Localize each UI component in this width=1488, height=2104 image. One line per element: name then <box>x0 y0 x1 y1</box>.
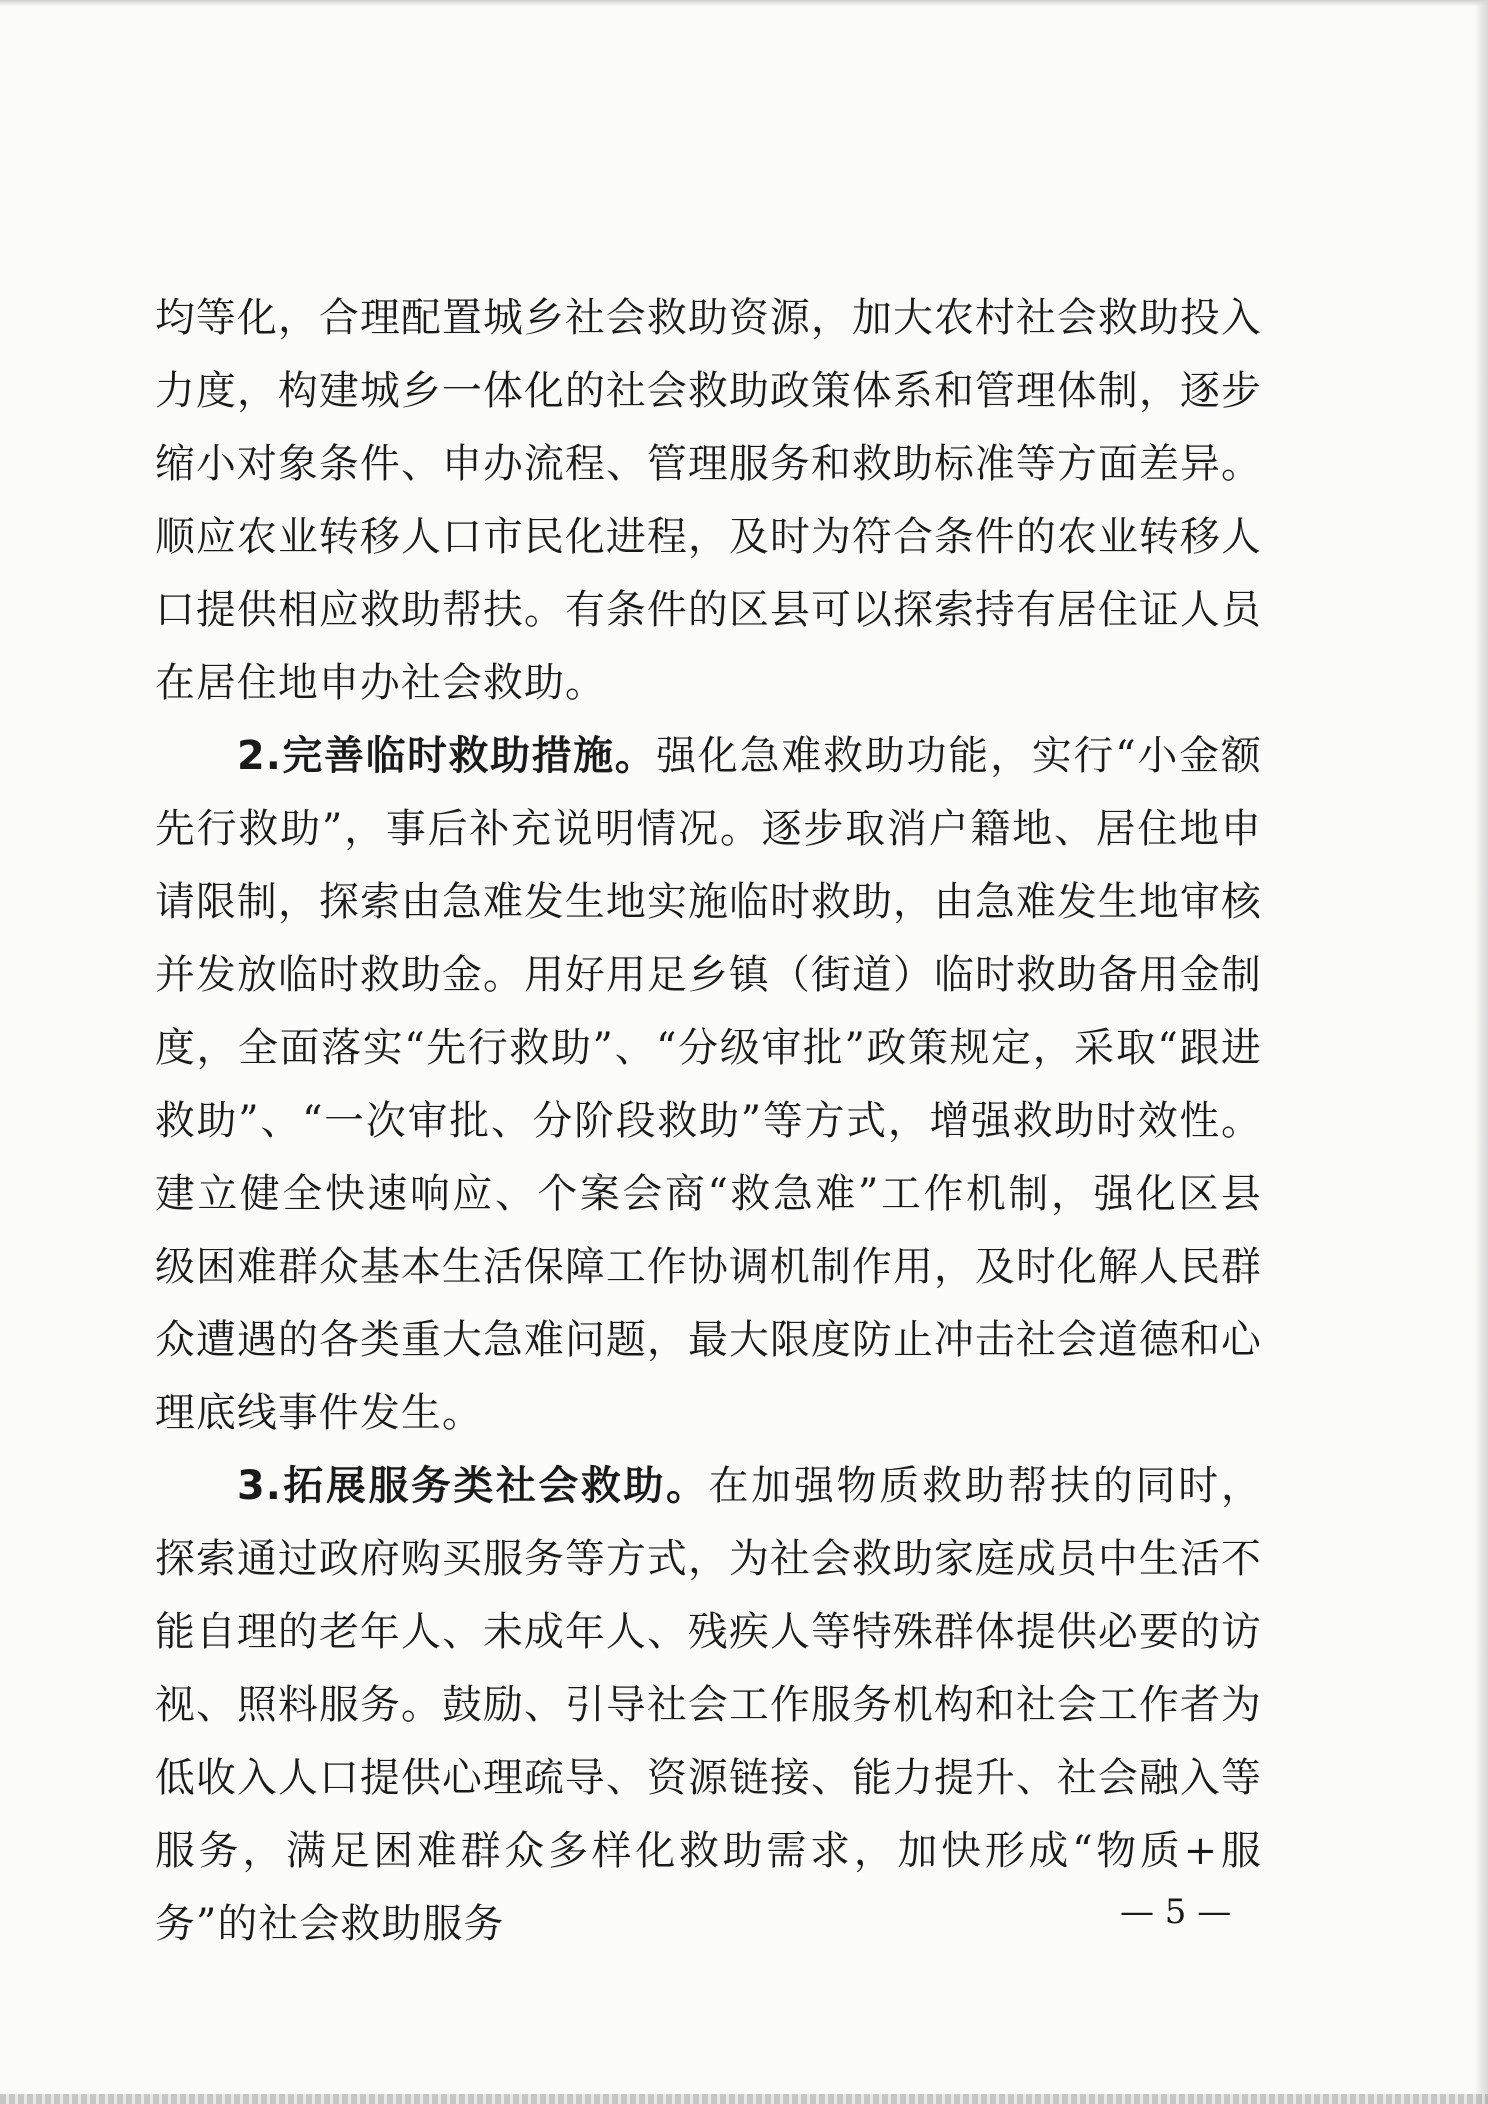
paragraph-heading: 2.完善临时救助措施。 <box>237 733 657 779</box>
scan-shadow-right <box>1474 0 1488 2104</box>
body-text <box>155 282 1262 1961</box>
paragraph-text: 强化急难救助功能，实行“小金额先行救助”，事后补充说明情况。逐步取消户籍地、居住地申请限制，探索由急难发生地实施临时救助，由急难发生地审核并发放临时救助金。用好用足乡镇（街道）临时救助备用金制度，全面落实“先行救助”、“分级审批”政策规定，采取“跟进救助”、“一次审批、分阶段救助”等方式，增强救助时效性。建立健全快速响应、个案会商“救急难”工作机制，强化区县级困难群众基本生活保障工作协调机制作用，及时化解人民群众遭遇的各类重大急难问题，最大限度防止冲击社会道德和心理底线事件发生。 <box>155 733 1262 1436</box>
paragraph-text: 在加强物质救助帮扶的同时，探索通过政府购买服务等方式，为社会救助家庭成员中生活不能自理的老年人、未成年人、残疾人等特殊群体提供必要的访视、照料服务。鼓励、引导社会工作服务机构和社会工作者为低收入人口提供心理疏导、资源链接、能力提升、社会融入等服务，满足困难群众多样化救助需求，加快形成“物质+服务”的社会救助服务 <box>155 1463 1262 1947</box>
scan-shadow-top <box>0 0 1488 6</box>
paragraph-temporary-assistance <box>155 720 1262 1450</box>
scan-shadow-bottom <box>0 2094 1488 2104</box>
paragraph-service-assistance <box>155 1450 1262 1961</box>
paragraph-text: 均等化，合理配置城乡社会救助资源，加大农村社会救助投入力度，构建城乡一体化的社会救助政策体系和管理体制，逐步缩小对象条件、申办流程、管理服务和救助标准等方面差异。顺应农业转移人口市民化进程，及时为符合条件的农业转移人口提供相应救助帮扶。有条件的区县可以探索持有居住证人员在居住地申办社会救助。 <box>155 295 1262 706</box>
paragraph-continuation <box>155 282 1262 720</box>
paragraph-heading: 3.拓展服务类社会救助。 <box>237 1463 709 1509</box>
page-number: — 5 — <box>1120 1892 1232 1932</box>
